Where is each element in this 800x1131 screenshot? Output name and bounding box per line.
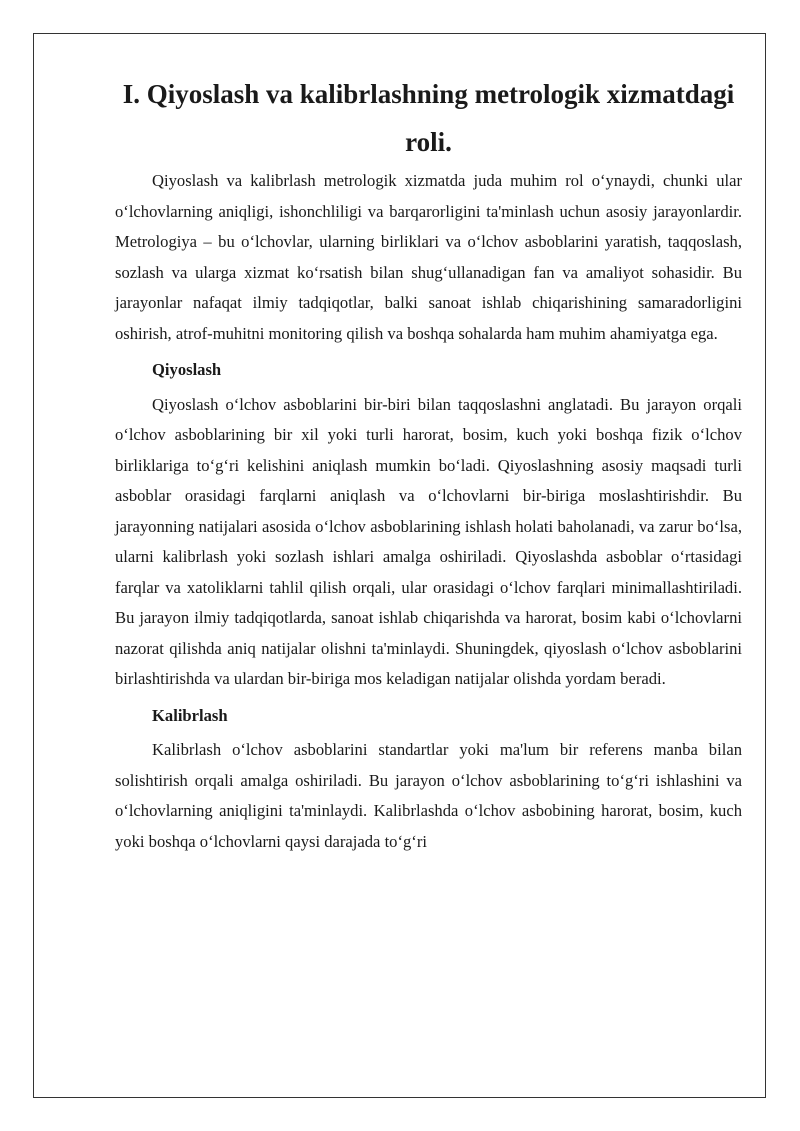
qiyoslash-paragraph: Qiyoslash o‘lchov asboblarini bir-biri bilan taqqoslashni anglatadi. Bu jarayon orqali o‘lchov asboblarining bir xil yoki turli harorat, bosim, kuch yoki boshqa fizik o‘lchov birliklariga to‘g‘ri kelishini aniqlash mumkin bo‘ladi. Qiyoslashning asosiy maqsadi turli asboblar orasidagi farqlarni aniqlash va o‘lchovlarni bir-biriga moslashtirishdir. Bu jarayonning natijalari asosida o‘lchov asboblarining ishlash holati baholanadi, va zarur bo‘lsa, ularni kalibrlash yoki sozlash ishlari amalga oshiriladi. Qiyoslashda asboblar o‘rtasidagi farqlar va xatoliklarni tahlil qilish orqali, ular orasidagi o‘lchov farqlari minimallashtiriladi. Bu jarayon ilmiy tadqiqotlarda, sanoat ishlab chiqarishda va harorat, bosim kabi o‘lchovlarni nazorat qilishda aniq natijalar olishni ta'minlaydi. Shuningdek, qiyoslash o‘lchov asboblarini birlashtirishda va ulardan bir-biriga mos keladigan natijalar olishda yordam beradi.: [115, 394, 742, 688]
section-heading-qiyoslash: Qiyoslash: [152, 360, 222, 379]
intro-paragraph: Qiyoslash va kalibrlash metrologik xizmatda juda muhim rol o‘ynaydi, chunki ular o‘lchovlarning aniqligi, ishonchliligi va barqarorligini ta'minlash uchun asosiy jarayonlardir. Metrologiya – bu o‘lchovlar, ularning birliklari va o‘lchov asboblarini yaratish, taqqoslash, sozlash va ularga xizmat ko‘rsatish bilan shug‘ullanadigan fan va amaliyot sohasidir. Bu jarayonlar nafaqat ilmiy tadqiqotlar, balki sanoat ishlab chiqarishining samaradorligini oshirish, atrof-muhitni monitoring qilish va boshqa sohalarda ham muhim ahamiyatga ega.: [115, 171, 742, 343]
kalibrlash-paragraph: Kalibrlash o‘lchov asboblarini standartlar yoki ma'lum bir referens manba bilan solishtirish orqali amalga oshiriladi. Bu jarayon o‘lchov asboblarining to‘g‘ri ishlashini va o‘lchovlarning aniqligini ta'minlaydi. Kalibrlashda o‘lchov asbobining harorat, bosim, kuch yoki boshqa o‘lchovlarni qaysi darajada to‘g‘ri: [115, 740, 742, 851]
page-content: [115, 70, 742, 857]
page-title: I. Qiyoslash va kalibrlashning metrologik xizmatdagi roli.: [122, 79, 735, 157]
section-heading-kalibrlash: Kalibrlash: [152, 705, 228, 725]
